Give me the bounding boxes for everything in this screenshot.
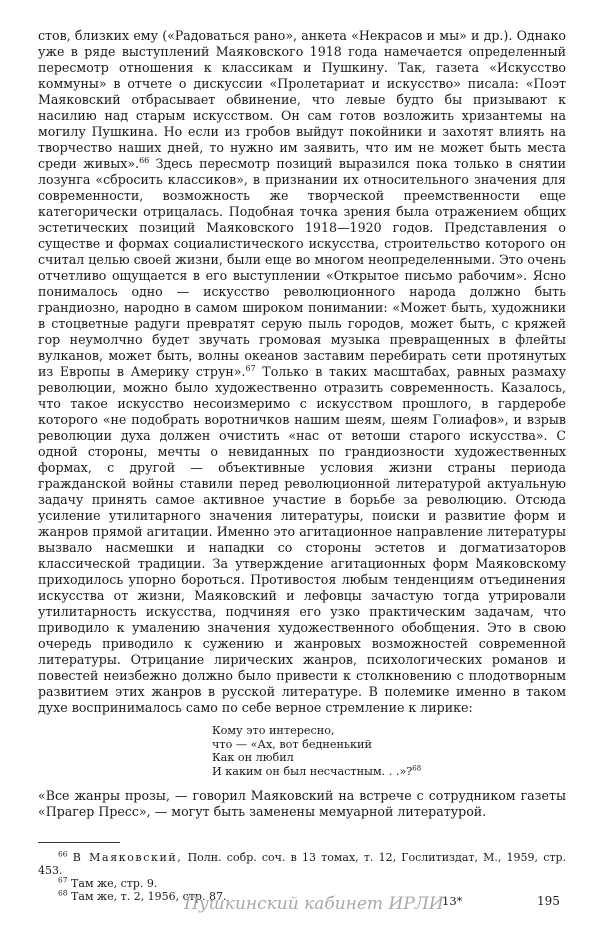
poem-line: что — «Ах, вот бедненький [212, 737, 372, 751]
footnote-number: 66 [58, 849, 68, 859]
library-watermark: Пушкинский кабинет ИРЛИ [184, 894, 444, 914]
poem-line: Как он любил [212, 751, 294, 764]
body-paragraph-continued: «Все жанры прозы, — говорил Маяковский на встрече с сотрудником газеты «Прагер Пресс», — могут быть заменены мемуарной литературой. [38, 788, 566, 819]
paragraph-text: стов, близких ему («Радоваться рано», анкета «Некрасов и мы» и др.). Однако уже в ряде выступлений Маяковского 1918 года намечается определенный пересмотр отношения к классикам и Пушкину. Так, газета «Искусство коммуны» в отчете о дискуссии «Пролетариат и искусство» писала: «Поэт Маяковский отбрасывает обвинение, что левые будто бы призывают к насилию над старым искусством. Он сам готов возложить хризантемы на могилу Пушкина. Но если из гробов выйдут покойники и захотят влиять на творчество наших дней, то нужно им заявить, что им не может быть места среди живых». [38, 28, 566, 171]
footnote-ref-66[interactable]: 66 [139, 155, 150, 165]
footnote-number: 68 [58, 888, 68, 898]
footnote-ref-67[interactable]: 67 [245, 363, 256, 373]
footnote-ref-68[interactable]: 68 [412, 763, 422, 772]
footnote-text: Там же, стр. 9. [67, 877, 158, 890]
paragraph-text: Здесь пересмотр позиций выразился пока только в снятии лозунга «сбросить классиков», в признании их относительного значения для современности, возможность же творческой преемственности еще категорически отрицалась. Подобная точка зрения была отражением общих эстетических позиций Маяковского 1918—1920 годов. Представления о существе и формах социалистического искусства, строительство которого он считал целью своей жизни, были еще во многом неопределенными. Это очень отчетливо ощущается в его выступлении «Открытое письмо рабочим». Ясно понималось одно — искусство революционного народа должно быть грандиозно, народно в самом широком понимании: «Может быть, художники в стоцветные радуги превратят серую пыль городов, может быть, с кряжей гор неумолчно будет звучать громовая музыка превращенных в флейты вулканов, может быть, волны океанов заставим перебирать сети протянутых из Европы в Америку струн». [38, 156, 566, 379]
footnote-text: Там же, т. 2, 1956, стр. 87. [67, 890, 227, 903]
body-paragraph [38, 28, 566, 716]
poem-line [212, 765, 566, 779]
footnote-author: В Маяковский, [72, 851, 183, 864]
footnote-66 [38, 851, 566, 877]
poem-quote [212, 724, 566, 778]
page-footer [0, 892, 600, 916]
footnote-divider [38, 842, 120, 843]
page-number: 195 [537, 894, 560, 908]
poem-line-text: И каким он был несчастным. . .»? [212, 764, 413, 778]
poem-line: Кому это интересно, [212, 724, 335, 737]
paragraph-text: Только в таких масштабах, равных размаху революции, можно было художественно отразить современность. Казалось, что такое искусство несоизмеримо с искусством прошлого, в гардеробе которого «не подобрать воротничков нашим шеям, шеям Голиафов», и взрыв революции духа должен очистить «нас от ветоши старого искусства». С одной стороны, мечты о невиданных по грандиозности художественных формах, с другой — объективные условия жизни страны периода гражданской войны ставили перед революционной литературой актуальную задачу принять самое активное участие в борьбе за революцию. Отсюда усиление утилитарного значения литературы, поиски и развитие форм и жанров прямой агитации. Именно это агитационное направление литературы вызвало насмешки и нападки со стороны эстетов и догматизаторов классической традиции. За утверждение агитационных форм Маяковскому приходилось упорно бороться. Противостоя любым тенденциям отъединения искусства от жизни, Маяковский и лефовцы зачастую тогда утрировали утилитарность искусства, подчиняя его узко практическим задачам, что приводило к умалению значения художественного обобщения. Это в свою очередь приводило к сужению и жанровых возможностей современной литературы. Отрицание лирических жанров, психологических романов и повестей неизбежно должно было привести к столкновению с плодотворным развитием этих жанров в русской литературе. В полемике именно в таком духе воспринималось само по себе верное стремление к лирике: [38, 364, 566, 715]
printer-signature-mark: 13* [442, 894, 463, 908]
page-content [38, 28, 566, 903]
footnote-number: 67 [58, 875, 68, 885]
footnote-67 [38, 877, 566, 890]
footnote-text: Полн. собр. соч. в 13 томах, т. 12, Гослитиздат, М., 1959, стр. 453. [38, 851, 566, 877]
